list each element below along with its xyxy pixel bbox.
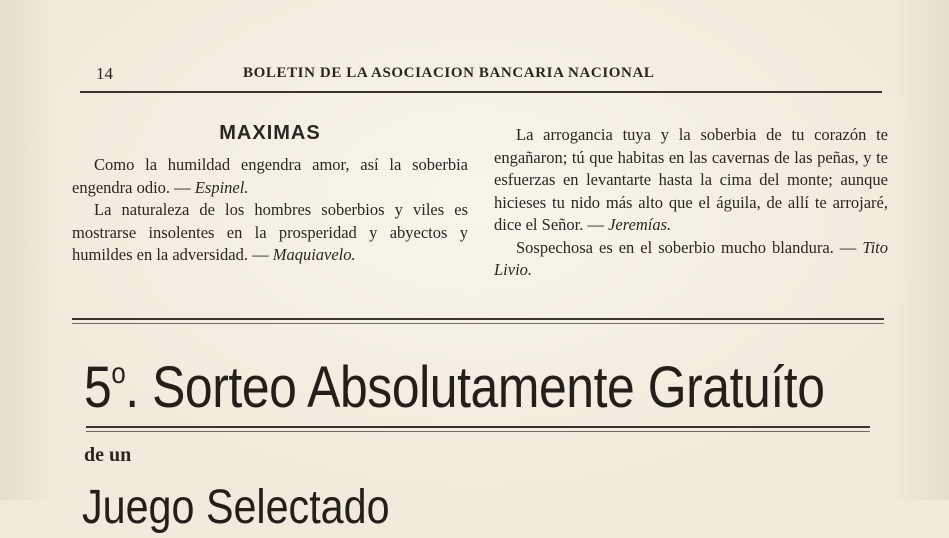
running-head: BOLETIN DE LA ASOCIACION BANCARIA NACIONAL [243,65,655,81]
maxim-paragraph [494,124,888,237]
sorteo-ordinal: o [111,357,126,390]
de-un-label: de un [84,444,132,466]
sorteo-headline [84,334,825,428]
maxim-paragraph [72,199,468,267]
section-divider [72,318,884,320]
maxim-author: Maquiavelo. [272,245,356,264]
prize-headline-partial: Juego Selectado [82,481,390,534]
section-divider-thin [72,323,884,324]
maxim-paragraph [72,154,468,199]
maxim-author: Tito Livio. [494,237,888,279]
maxim-paragraph [494,237,888,282]
headline-underline [86,426,870,428]
sorteo-title-text: . Sorteo Absolutamente Gratuíto [125,355,825,420]
maxim-text: Como la humildad engendra amor, así la soberbia engendra odio. — [72,155,468,197]
maxim-author: Espinel. [194,177,249,197]
maximas-left-column [72,118,468,267]
page-number: 14 [96,64,113,83]
header-rule [80,91,882,93]
maxim-text: La arrogancia tuya y la soberbia de tu corazón te engañaron; tú que habitas en las cavernas de las peñas, y te esfuerzas en levantarte hasta la cima del monte; aunque hicieses tu nido más alto que el águila, de allí te arrojaré, dice el Señor. — [494,125,888,234]
maxim-text: Sospechosa es en el soberbio mucho blandura. — [516,237,863,257]
maximas-right-column [494,124,888,282]
maxim-text: La naturaleza de los hombres soberbios y viles es mostrarse insolentes en la prosperidad y abyectos y humildes en la adversidad. — [72,200,468,264]
maximas-title: MAXIMAS [219,122,321,144]
sorteo-number: 5 [84,355,112,420]
maxim-author: Jeremías. [608,215,672,234]
headline-underline-thin [86,431,870,432]
